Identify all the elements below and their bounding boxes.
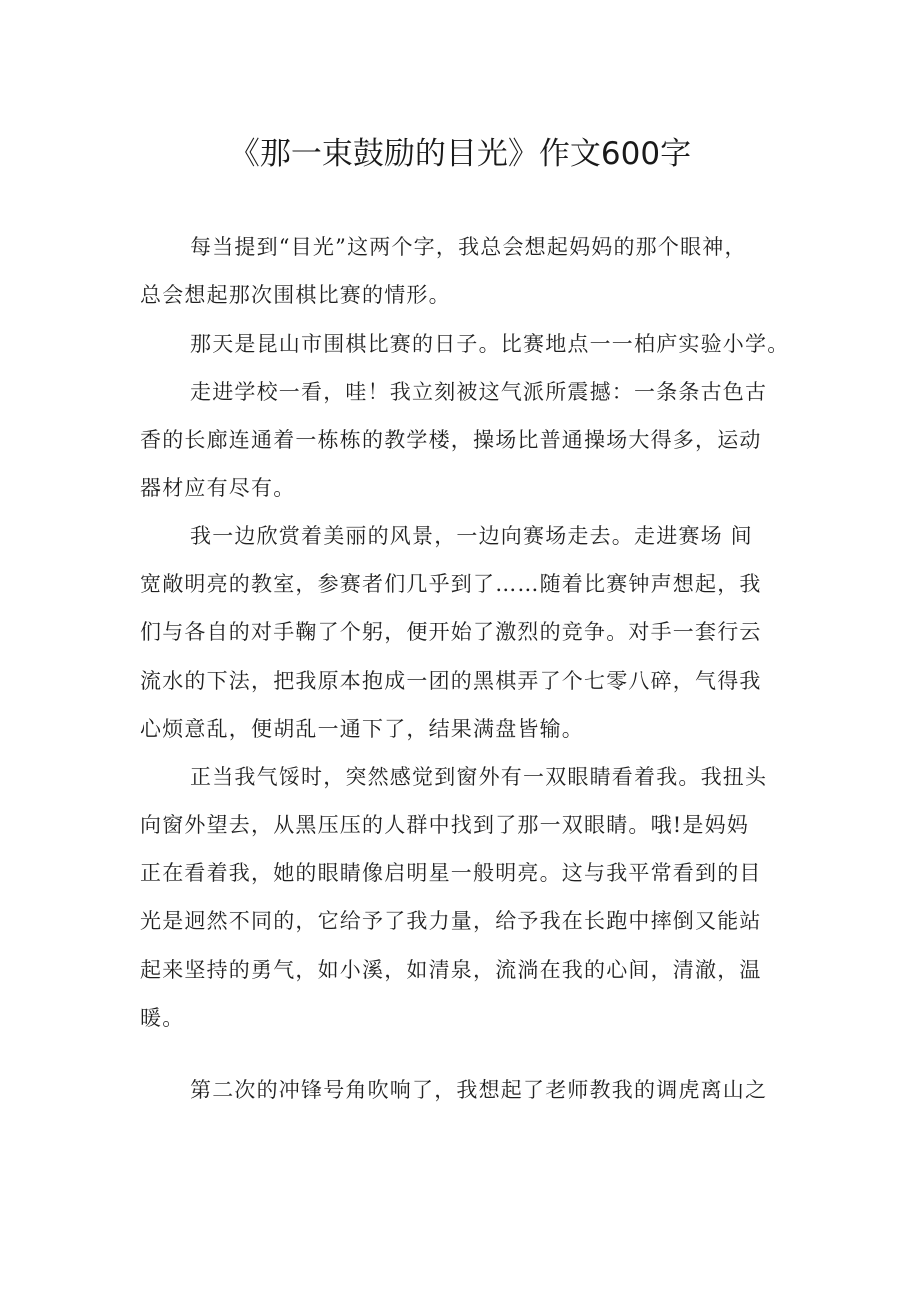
paragraph-4-line-4: 流水的下法，把我原本抱成一团的黑棋弄了个七零八碎，气得我 [140,669,762,693]
paragraph-3-line-2: 香的长廊连通着一栋栋的教学楼，操场比普通操场大得多，运动 [140,428,762,452]
paragraph-5-line-2: 向窗外望去，从黑压压的人群中找到了那一双眼睛。哦!是妈妈 [140,813,750,837]
paragraph-1-line-2: 总会想起那次围棋比赛的情形。 [140,283,451,307]
paragraph-5-line-5: 起来坚持的勇气，如小溪，如清泉，流淌在我的心间，清澈，温 [140,958,762,982]
paragraph-4-line-3: 们与各自的对手鞠了个躬，便开始了激烈的竞争。对手一套行云 [140,620,762,644]
paragraph-3-line-3: 器材应有尽有。 [140,476,296,500]
paragraph-1-line-1: 每当提到“目光”这两个字，我总会想起妈妈的那个眼神， [190,235,747,259]
paragraph-5-line-4: 光是迥然不同的，它给予了我力量，给予我在长跑中摔倒又能站 [140,909,762,933]
paragraph-4-line-5: 心烦意乱，便胡乱一通下了，结果满盘皆输。 [140,717,584,741]
document-title: 《那一束鼓励的目光》作文600字 [228,136,692,172]
paragraph-5-line-6: 暖。 [140,1006,185,1030]
paragraph-6-line-1: 第二次的冲锋号角吹响了，我想起了老师教我的调虎离山之 [190,1078,768,1102]
paragraph-4-line-1: 我一边欣赏着美丽的风景，一边向赛场走去。走进赛场 间 [190,524,753,548]
paragraph-4-line-2: 宽敞明亮的教室，参赛者们几乎到了……随着比赛钟声想起，我 [140,572,762,596]
paragraph-2-line-1: 那天是昆山市围棋比赛的日子。比赛地点一一柏庐实验小学。 [190,332,790,356]
paragraph-3-line-1: 走进学校一看，哇！我立刻被这气派所震撼：一条条古色古 [190,380,768,404]
paragraph-5-line-1: 正当我气馁时，突然感觉到窗外有一双眼睛看着我。我扭头 [190,765,768,789]
paragraph-5-line-3: 正在看着我，她的眼睛像启明星一般明亮。这与我平常看到的目 [140,861,762,885]
